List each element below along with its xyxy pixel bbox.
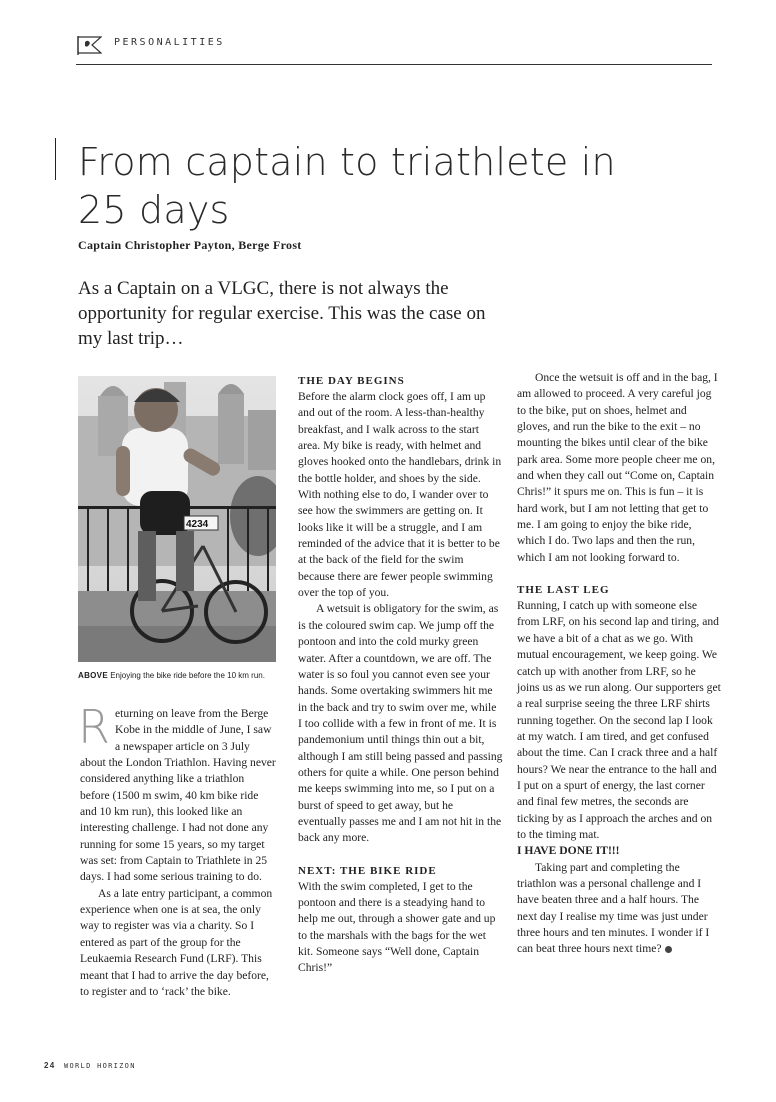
caption-text: Enjoying the bike ride before the 10 km run. (110, 671, 265, 680)
exclamation-line: I HAVE DONE IT!!! (517, 844, 620, 858)
subheading: NEXT: THE BIKE RIDE (298, 864, 437, 877)
paragraph-text: eturning on leave from the Berge Kobe in the middle of June, I saw a newspaper article on 3 July about the London Triathlon. Having never considered anything like a triathlon before (1500 m swim, 40 km bike ride and 10 km run), this looked like an interesting challenge. I had not done any running for some 15 years, so my target was set: from Captain to Triathlete in 25 days. I had some serious training to do. (80, 707, 276, 884)
bergesen-flag-logo-icon (76, 34, 102, 56)
paragraph-text: Taking part and completing the triathlon was a personal challenge and I have beaten three and a half hours. The next day I realise my time was just under three hours and ten minutes. I wonder if I can beat three hours next time? (517, 860, 710, 956)
jersey-number: 4234 (186, 519, 209, 530)
end-mark-icon (665, 946, 672, 953)
body-paragraph: Running, I catch up with someone else from LRF, on his second lap and tiring, and we have a bit of a chat as we go. With mutual encouragement, we keep going. We catch up with another from LRF, so he joins us as we run along. Our supporters get a real surprise seeing the three LRF shirts running together. On the second lap I look at my watch. I am tired, and get confused about the time. Can I crack three and a half hours? We near the entrance to the hall and I put on a spurt of energy, the last corner and final few metres, the seconds are ticking by as I approach the arches and on to the timing mat. (517, 599, 721, 841)
article-column-2 (298, 373, 503, 977)
body-paragraph (517, 860, 721, 958)
body-paragraph: Once the wetsuit is off and in the bag, I am allowed to proceed. A very careful jog to the bike, put on shoes, helmet and gloves, and run the bike to the exit – no mounting the bikes until clear of the bike park area. Some more people cheer me on, and when they call out “Come on, Captain Chris!” it spurs me on. This is fun – it is hard work, but I am not letting that get to me. I am going to enjoy the bike ride, which I do. Two laps and then the run, which I am not looking forward to. (517, 371, 718, 564)
page-number: 24 (44, 1061, 56, 1070)
article-column-3 (517, 370, 721, 958)
header-divider (76, 64, 712, 65)
body-paragraph: As a late entry participant, a common experience when one is at sea, the only way to register was via a charity. So I entered as part of the group for the Leukaemia Research Fund (LRF). This meant that I had to arrive the day before, to register and to ‘rack’ the bike. (80, 886, 273, 998)
publication-name: WORLD HORIZON (64, 1062, 136, 1070)
section-label: PERSONALITIES (114, 37, 225, 48)
body-paragraph (78, 700, 276, 886)
cyclist-photo-icon (78, 376, 276, 662)
body-paragraph: Before the alarm clock goes off, I am up and out of the room. A less-than-healthy breakfast, and I walk across to the start area. My bike is ready, with helmet and gloves hooked onto the handlebars, drink in the bottle holder, and shoes by the side. With nothing else to do, I wander over to see how the swimmers are getting on. It looks like it will be a struggle, and I am reminded of the advice that it is better to be at the back of the field for the swim because there are fewer people swimming over the top of you. (298, 390, 502, 600)
photo-caption (78, 671, 288, 680)
page-footer (44, 1061, 136, 1070)
body-paragraph: With the swim completed, I get to the pontoon and there is a steadying hand to help me out, through a shower gate and up to the marshals with the bags for the wet kit. Someone says “Well done, Captain Chris!” (298, 879, 496, 975)
title-accent-bar (55, 138, 56, 180)
article-column-1 (78, 700, 276, 1000)
drop-cap: R (78, 700, 110, 754)
article-title: From captain to triathlete in 25 days (78, 140, 616, 232)
article-byline: Captain Christopher Payton, Berge Frost (78, 238, 302, 252)
article-standfirst: As a Captain on a VLGC, there is not always the opportunity for regular exercise. This was the case on my last trip… (78, 278, 486, 349)
body-paragraph: A wetsuit is obligatory for the swim, as is the coloured swim cap. We jump off the pontoon and into the cold murky green water. After a countdown, we are off. The water is so foul you cannot even see your hands. Some overtaking swimmers hit me in the back and try to swim over me, while I too collide with a few in front of me. It is pandemonium until things thin out a bit, although I am still being passed and passing others for quite a while. One person behind me keeps swimming into me, so I put on a burst of speed to get away, but he eventually passes me and I am not hit in the back any more. (298, 602, 503, 845)
subheading: THE DAY BEGINS (298, 375, 405, 387)
caption-label: ABOVE (78, 671, 108, 680)
subheading: THE LAST LEG (517, 584, 610, 597)
